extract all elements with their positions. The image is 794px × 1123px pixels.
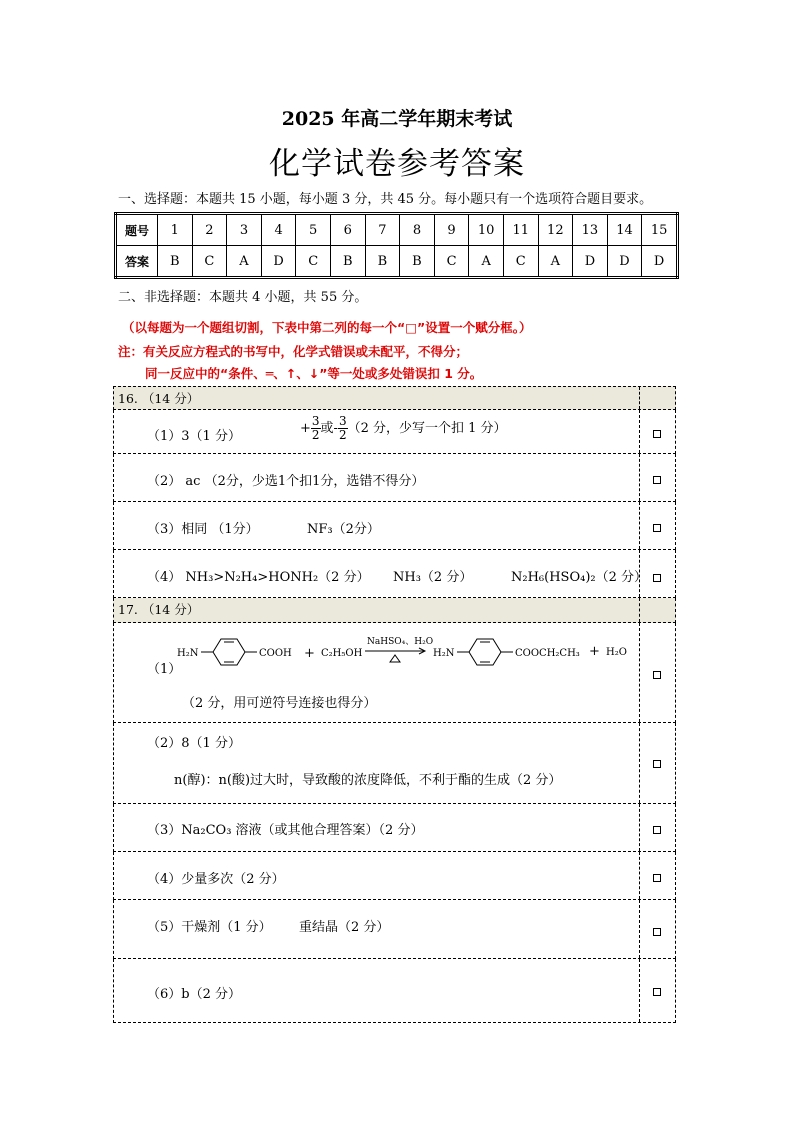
q16-part2-answer: （2） ac （2分，少选1个扣1分，选错不得分） xyxy=(147,474,425,489)
section1-intro: 一、选择题：本题共 15 小题，每小题 3 分，共 45 分。每小题只有一个选项符合题目要求。 xyxy=(118,192,653,207)
q17-part6-row xyxy=(113,959,676,1023)
answer-cell: D xyxy=(573,246,608,278)
reaction-condition: NaHSO₄、H₂O xyxy=(367,637,434,647)
grading-note: （以每题为一个题组切割，下表中第二列的每一个“□”设置一个赋分框。） xyxy=(122,320,532,335)
score-box[interactable] xyxy=(653,671,661,679)
q17-part1-row xyxy=(113,623,676,723)
q16-part3-answer-b: NF₃（2分） xyxy=(307,522,380,537)
q17-part5-answer-b: 重结晶（2 分） xyxy=(299,920,390,935)
denominator: 2 xyxy=(311,428,320,442)
q17-part4-answer: （4）少量多次（2 分） xyxy=(147,872,285,887)
score-box[interactable] xyxy=(653,874,661,882)
answer-table xyxy=(114,212,679,279)
equation-deduction-note: 同一反应中的“条件、═、↑、↓”等一处或多处错误扣 1 分。 xyxy=(145,366,483,381)
answer-cell: A xyxy=(469,246,504,278)
section2-intro: 二、非选择题：本题共 4 小题，共 55 分。 xyxy=(118,290,368,305)
q16-part3-answer-a: （3）相同 （1分） xyxy=(147,522,259,537)
q16-part4-answer-c: N₂H₆(HSO₄)₂（2 分） xyxy=(511,570,648,585)
fraction xyxy=(338,415,348,442)
score-box[interactable] xyxy=(653,574,661,582)
answer-cell: C xyxy=(296,246,331,278)
answer-cell: B xyxy=(400,246,435,278)
answer-cell: A xyxy=(227,246,262,278)
question-number: 13 xyxy=(573,214,608,246)
q16-part2-row xyxy=(113,454,676,502)
row-label-answer: 答案 xyxy=(116,246,158,278)
esterification-equation xyxy=(169,631,639,673)
question-number: 14 xyxy=(607,214,642,246)
answer-cell: B xyxy=(158,246,193,278)
numerator: 3 xyxy=(311,414,320,428)
scoring-grid xyxy=(113,386,676,1023)
answer-cell: D xyxy=(642,246,678,278)
q17-part1-note: （2 分，用可逆符号连接也得分） xyxy=(182,696,377,711)
question-number: 12 xyxy=(538,214,573,246)
numerator: 3 xyxy=(338,414,347,428)
q16-part1-expression xyxy=(300,415,507,442)
score-box[interactable] xyxy=(653,826,661,834)
answer-cell: A xyxy=(538,246,573,278)
exam-title: 2025 年高二学年期末考试 xyxy=(281,108,513,130)
q17-header xyxy=(113,598,676,623)
amino-group-left: H₂N xyxy=(177,648,199,659)
score-box[interactable] xyxy=(653,760,661,768)
denominator: 2 xyxy=(338,428,347,442)
q16-part1-row xyxy=(113,410,676,454)
water: H₂O xyxy=(606,647,627,658)
heat-triangle-icon xyxy=(390,655,400,662)
q16-part3-row xyxy=(113,502,676,550)
question-number-row xyxy=(116,214,678,246)
benzene-ring-right xyxy=(469,639,501,665)
question-number: 2 xyxy=(192,214,227,246)
question-number: 5 xyxy=(296,214,331,246)
paper-title: 化学试卷参考答案 xyxy=(269,146,525,182)
q17-part2-answer-a: （2）8（1 分） xyxy=(147,736,241,751)
question-number: 8 xyxy=(400,214,435,246)
equation-note: 注：有关反应方程式的书写中，化学式错误或未配平，不得分； xyxy=(118,344,469,359)
answer-cell: D xyxy=(261,246,296,278)
question-number: 4 xyxy=(261,214,296,246)
answer-cell: B xyxy=(365,246,400,278)
q16-part4-answer-b: NH₃（2 分） xyxy=(393,570,473,585)
q16-header xyxy=(113,386,676,410)
q17-part1-number: （1） xyxy=(147,662,182,677)
score-box[interactable] xyxy=(653,988,661,996)
question-number: 3 xyxy=(227,214,262,246)
q17-part2-answer-b: n(醇)：n(酸)过大时，导致酸的浓度降低，不利于酯的生成（2 分） xyxy=(174,773,562,788)
question-number: 10 xyxy=(469,214,504,246)
or-minus: 或- xyxy=(320,421,338,436)
score-box[interactable] xyxy=(653,524,661,532)
ester-group: COOCH₂CH₃ xyxy=(515,648,580,659)
score-box[interactable] xyxy=(653,928,661,936)
question-number: 6 xyxy=(330,214,365,246)
q17-part5-answer-a: （5）干燥剂（1 分） xyxy=(147,920,272,935)
question-number: 15 xyxy=(642,214,678,246)
answer-cell: C xyxy=(503,246,538,278)
question-number: 9 xyxy=(434,214,469,246)
ethanol: C₂H₅OH xyxy=(321,648,363,659)
answer-row xyxy=(116,246,678,278)
q17-part5-row xyxy=(113,900,676,959)
plus-sign: + xyxy=(304,646,315,661)
q16-part1-answer: （1）3（1 分） xyxy=(147,429,241,444)
q17-label: 17. （14 分） xyxy=(118,602,200,617)
benzene-ring-left xyxy=(213,639,245,665)
question-number: 7 xyxy=(365,214,400,246)
answer-cell: C xyxy=(192,246,227,278)
fraction xyxy=(311,415,321,442)
plus-sign: + xyxy=(300,421,311,436)
carboxyl-group: COOH xyxy=(259,648,292,659)
question-number: 1 xyxy=(158,214,193,246)
score-box[interactable] xyxy=(653,430,661,438)
q16-part4-answer-a: （4） NH₃>N₂H₄>HONH₂（2 分） xyxy=(147,570,370,585)
q16-part1-score: （2 分，少写一个扣 1 分） xyxy=(347,421,507,436)
answer-cell: C xyxy=(434,246,469,278)
q17-part3-row xyxy=(113,804,676,852)
q17-part4-row xyxy=(113,852,676,900)
score-box[interactable] xyxy=(653,476,661,484)
plus-sign: + xyxy=(589,644,600,659)
row-label-question: 题号 xyxy=(116,214,158,246)
q17-part2-row xyxy=(113,723,676,804)
q16-part4-row xyxy=(113,550,676,598)
answer-cell: D xyxy=(607,246,642,278)
amino-group-right: H₂N xyxy=(433,648,455,659)
q17-part3-answer: （3）Na₂CO₃ 溶液（或其他合理答案）（2 分） xyxy=(147,823,424,838)
q16-label: 16. （14 分） xyxy=(118,391,200,406)
q17-part6-answer: （6）b（2 分） xyxy=(147,987,241,1002)
question-number: 11 xyxy=(503,214,538,246)
answer-cell: B xyxy=(330,246,365,278)
